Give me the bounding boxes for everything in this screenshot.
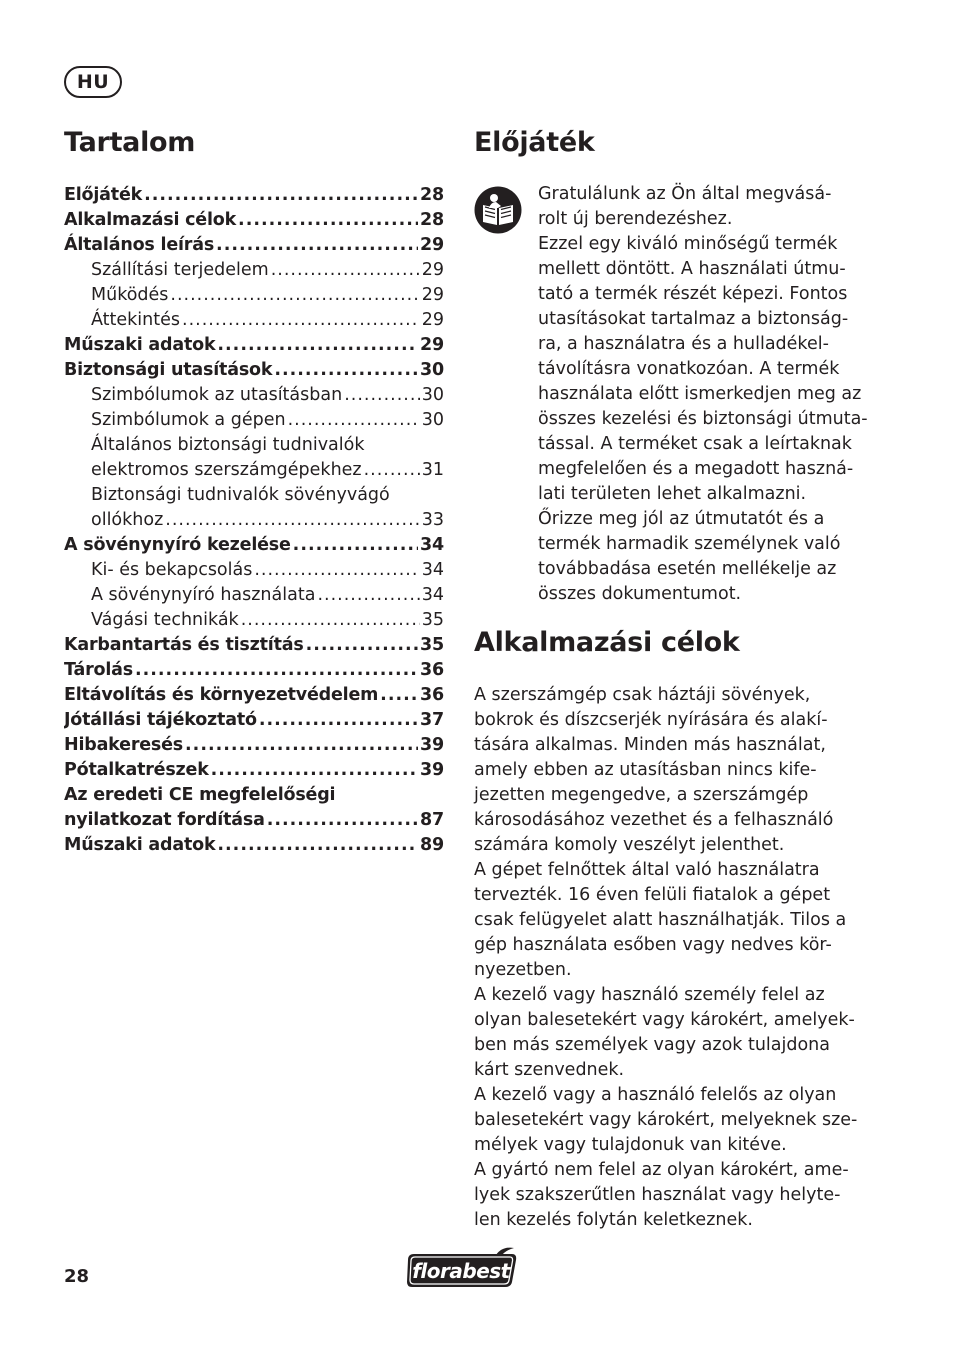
toc-leader-dots [364,458,420,483]
text-line: mélyek vagy tulajdonuk van kitéve. [474,1135,787,1155]
text-line: olyan balesetekért vagy károkért, amelyek- [474,1010,855,1030]
toc-entry [64,258,444,283]
toc-entry [64,283,444,308]
text-line: lati területen lehet alkalmazni. [538,484,807,504]
toc-entry-label: Áttekintés [91,310,180,330]
toc-entry-page: 39 [420,735,444,755]
text-line: balesetekért vagy károkért, melyeknek sze- [474,1110,858,1130]
toc-entry-page: 29 [421,260,444,280]
toc-entry [64,633,444,658]
toc-leader-dots [216,233,418,258]
toc-entry-label: Műszaki adatok [64,835,216,855]
toc-entry [64,358,444,383]
toc-entry [64,308,444,333]
florabest-logo [404,1246,520,1290]
toc-leader-dots [259,708,418,733]
text-line: ra, a használatra és a hulladékel- [538,334,829,354]
foreword-paragraph [538,182,868,607]
text-line: amely ebben az utasításban nincs kife- [474,760,817,780]
toc-entry [64,833,444,858]
text-line: utasításokat tartalmaz a biztonság- [538,309,849,329]
toc-entry-page: 36 [420,685,444,705]
text-line: Ezzel egy kiváló minőségű termék [538,234,838,254]
toc-entry-page: 35 [420,635,444,655]
toc-entry-label: Karbantartás és tisztítás [64,635,304,655]
toc-entry-page: 87 [420,810,444,830]
toc-title: Tartalom [64,127,196,158]
toc-entry-page: 31 [421,460,444,480]
toc-leader-dots [274,358,418,383]
toc-leader-dots [241,608,420,633]
text-line: használata előtt ismerkedjen meg az [538,384,862,404]
read-manual-icon [474,186,522,234]
toc-entry-page: 37 [420,710,444,730]
foreword-title: Előjáték [474,127,595,158]
toc-leader-dots [267,808,418,833]
toc-entry-label: Pótalkatrészek [64,760,209,780]
toc-entry [64,708,444,733]
toc-leader-dots [211,758,418,783]
text-line: Gratulálunk az Ön által megvásá- [538,184,832,204]
text-line: kárt szenvednek. [474,1060,625,1080]
toc-entry [64,658,444,683]
toc-entry [64,383,444,408]
text-line: ben más személyek vagy azok tulajdona [474,1035,830,1055]
toc-entry-label: Szállítási terjedelem [91,260,269,280]
toc-entry-label: Általános biztonsági tudnivalók [91,435,365,455]
purpose-title: Alkalmazási célok [474,627,740,658]
toc-entry-page: 35 [421,610,444,630]
text-line: továbbadása esetén mellékelje az [538,559,837,579]
text-line: tató a termék részét képezi. Fontos [538,284,848,304]
toc-leader-dots [271,258,420,283]
toc-leader-dots [380,683,418,708]
toc-entry [64,333,444,358]
toc-entry-label: Szimbólumok az utasításban [91,385,343,405]
text-line: Őrizze meg jól az útmutatót és a [538,509,825,529]
toc-entry [64,408,444,433]
toc-entry [64,208,444,233]
text-line: távolításra vonatkozóan. A termék [538,359,840,379]
toc-entry [64,433,444,458]
toc-leader-dots [144,183,418,208]
toc-entry-page: 29 [421,285,444,305]
page-number: 28 [64,1266,90,1287]
toc-entry-label: Előjáték [64,185,143,205]
toc-entry-page: 34 [421,560,444,580]
text-line: bokrok és díszcserjék nyírására és alakí- [474,710,828,730]
toc-entry-label: Alkalmazási célok [64,210,237,230]
text-line: tására alkalmas. Minden más használat, [474,735,826,755]
toc-entry-label: elektromos szerszámgépekhez [91,460,362,480]
toc-leader-dots [135,658,418,683]
toc-entry-page: 34 [420,535,444,555]
toc-entry-label: ollókhoz [91,510,164,530]
toc-entry [64,583,444,608]
toc-entry-page: 39 [420,760,444,780]
toc-entry-label: Hibakeresés [64,735,184,755]
toc-entry [64,608,444,633]
toc-entry-label: Tárolás [64,660,133,680]
toc-leader-dots [344,383,420,408]
toc-entry [64,233,444,258]
toc-leader-dots [217,833,418,858]
toc-entry-label: Műszaki adatok [64,335,216,355]
toc-leader-dots [182,308,420,333]
text-line: tással. A terméket csak a leírtaknak [538,434,852,454]
toc-entry [64,783,444,808]
toc-entry-label: Az eredeti CE megfelelőségi [64,785,336,805]
toc-entry [64,508,444,533]
toc-entry [64,758,444,783]
text-line: számára komoly veszélyt jelenthet. [474,835,785,855]
text-line: károsodásához vezethet és a felhasználó [474,810,834,830]
text-line: A kezelő vagy használó személy felel az [474,985,825,1005]
toc-leader-dots [306,633,418,658]
toc-entry-label: nyilatkozat fordítása [64,810,265,830]
text-line: csak felügyelet alatt használhatják. Tilos a [474,910,847,930]
toc-leader-dots [170,283,419,308]
toc-leader-dots [288,408,420,433]
toc-leader-dots [217,333,418,358]
toc-entry-page: 36 [420,660,444,680]
toc-entry-label: Biztonsági utasítások [64,360,273,380]
toc-entry [64,808,444,833]
toc-entry-page: 33 [421,510,444,530]
toc-entry-label: A sövénynyíró kezelése [64,535,291,555]
text-line: mellett döntött. A használati útmu- [538,259,846,279]
toc-leader-dots [254,558,419,583]
text-line: rolt új berendezéshez. [538,209,733,229]
toc-leader-dots [317,583,419,608]
text-line: nyezetben. [474,960,572,980]
toc-entry-label: Általános leírás [64,235,215,255]
svg-text:florabest: florabest [412,1259,510,1283]
toc-leader-dots [185,733,418,758]
toc-leader-dots [238,208,418,233]
toc-entry-page: 29 [420,235,444,255]
text-line: tervezték. 16 éven felüli fiatalok a gépet [474,885,831,905]
text-line: lyek szakszerűtlen használat vagy helyte- [474,1185,841,1205]
toc-entry-label: Biztonsági tudnivalók sövényvágó [91,485,390,505]
toc-leader-dots [165,508,419,533]
toc-entry-page: 89 [420,835,444,855]
toc-entry [64,483,444,508]
toc-entry-label: Vágási technikák [91,610,239,630]
toc-entry-page: 28 [420,185,444,205]
toc-entry [64,733,444,758]
toc-entry-page: 34 [421,585,444,605]
toc-entry-label: Ki- és bekapcsolás [91,560,253,580]
toc-entry-page: 29 [420,335,444,355]
toc-entry-label: Működés [91,285,169,305]
text-line: A kezelő vagy a használó felelős az olyan [474,1085,837,1105]
text-line: gép használata esőben vagy nedves kör- [474,935,832,955]
text-line: termék harmadik személynek való [538,534,841,554]
toc-leader-dots [293,533,418,558]
toc-entry [64,683,444,708]
toc-entry [64,458,444,483]
table-of-contents [64,183,444,858]
text-line: len kezelés folytán keletkeznek. [474,1210,753,1230]
text-line: jezetten megengedve, a szerszámgép [474,785,809,805]
text-line: megfelelően és a megadott haszná- [538,459,854,479]
purpose-paragraph [474,683,874,1233]
toc-entry-label: Jótállási tájékoztató [64,710,257,730]
toc-entry-page: 30 [421,385,444,405]
text-line: összes dokumentumot. [538,584,742,604]
toc-entry [64,558,444,583]
toc-entry-page: 30 [420,360,444,380]
toc-entry-label: A sövénynyíró használata [91,585,316,605]
toc-entry-page: 29 [421,310,444,330]
toc-entry-label: Szimbólumok a gépen [91,410,286,430]
toc-entry-page: 28 [420,210,444,230]
language-badge: HU [64,66,122,98]
text-line: A gyártó nem felel az olyan károkért, ame- [474,1160,849,1180]
toc-entry [64,183,444,208]
toc-entry [64,533,444,558]
text-line: A gépet felnőttek által való használatra [474,860,820,880]
toc-entry-page: 30 [421,410,444,430]
text-line: összes kezelési és biztonsági útmuta- [538,409,868,429]
toc-entry-label: Eltávolítás és környezetvédelem [64,685,379,705]
text-line: A szerszámgép csak háztáji sövények, [474,685,811,705]
